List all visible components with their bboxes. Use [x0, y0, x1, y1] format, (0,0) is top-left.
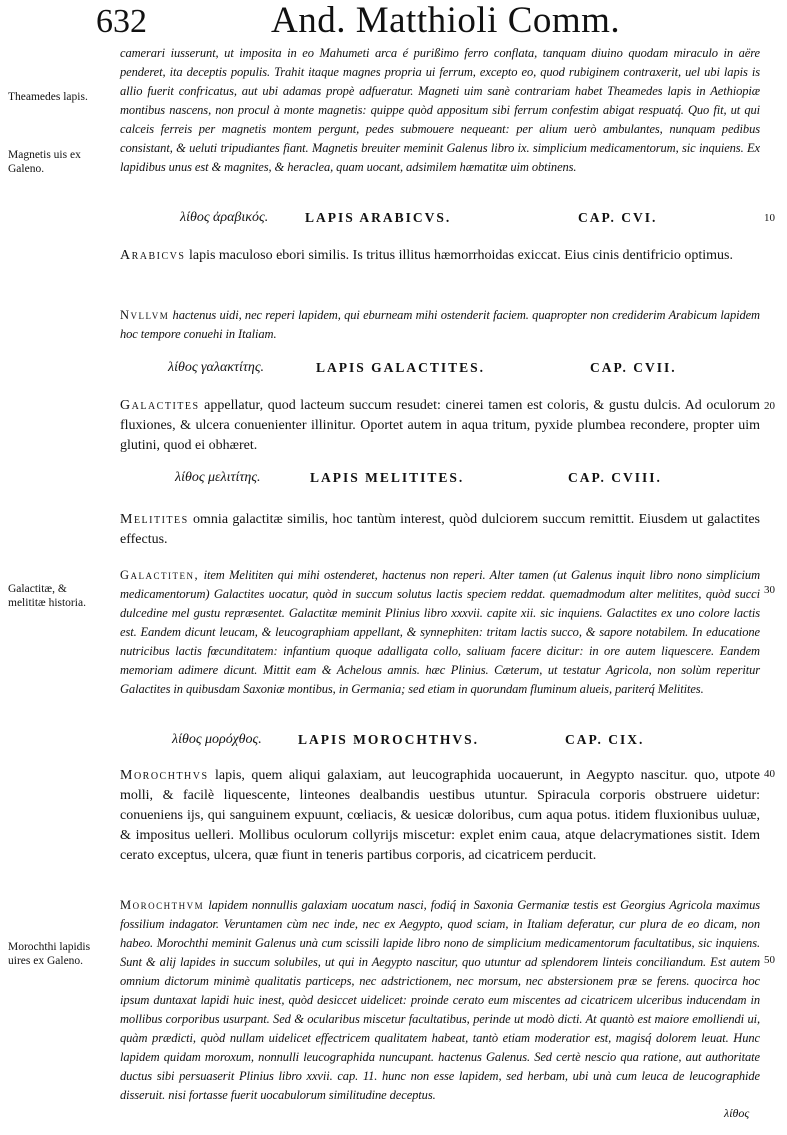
dioscorides-text — [120, 246, 760, 266]
text-body: appellatur, quod lacteum succum resudet: cinerei tamen est coloris, & gustu dulcis. Ad oculorum fluxiones, & ulcera conuenienter illinitur. Oportet autem in aqua tritum, pyxide plumbea recondere, propter uim glutini, quod ei obhæret. — [120, 398, 760, 453]
line-number-20: 20 — [764, 400, 775, 412]
chapter-number: CAP. CVIII. — [568, 470, 662, 485]
latin-title: LAPIS MELITITES. — [310, 470, 465, 485]
commentary-text — [120, 896, 760, 1105]
lead-word: Arabicvs — [120, 248, 186, 263]
line-number-50: 50 — [764, 954, 775, 966]
chapter-text-cix — [120, 766, 760, 866]
running-title: And. Matthioli Comm. — [271, 0, 621, 41]
chapter-number: CAP. CVII. — [590, 360, 677, 375]
chapter-text-cvi — [120, 246, 760, 266]
line-number-10: 10 — [764, 212, 775, 224]
text-body: lapis maculoso ebori similis. Is tritus illitus hæmorrhoidas exiccat. Eius cinis dentifricio optimus. — [188, 248, 733, 263]
chapter-heading-cvi — [120, 210, 740, 232]
commentary-body: lapidem nonnullis galaxiam uocatum nasci, fodiq́ in Saxonia Germaniæ testis est Georgius Agricola maximus fossilium indagator. Veruntamen cùm nec inde, nec ex Aegypto, quod sciam, in Italiam deferatur, cur plura de eo dicam, non habeo. Morochthi meminit Galenus unà cum scissili lapide libro nono de simplicium medicamentorum facultatibus, sic inquiens. Sunt & alij lapides in succum solubiles, ut qui in Aegypto nascitur, quo utuntur ad splendorem linteis conciliandum. Est autem omnium dictorum minimè qualitatis particeps, nec adstrictionem, nec morsum, nec abstersionem præ se ferens. quocirca hoc ipsum duntaxat lapidi huic inest, quòd desiccet uidelicet: proinde cerato eum miscentes ad cicatricem ulceribus inducendam in mollibus corporibus usurpant. Sed & ocularibus miscetur facultatibus, perinde ut modò dicti. At quantò est maiore emolliendi ui, quàm prædicti, quòd nullam uidelicet effectricem qualitatem habeat, tantò etiam moderatior est, magisq́ dolorem leuat. Hunc lapidem quidam moroxum, nonnulli leucographida nuncupant. hactenus Galenus. Sed certè nescio qua ratione, aut authoritate ductus sibi persuaserit Plinius libro xxvii. cap. 11. hunc non esse lapidem, sed herbam, ubi unà cum leuca de leucographide disseruit. nisi fortasse fuerit uocabulorum similitudine deceptus. — [120, 898, 760, 1102]
chapter-number: CAP. CVI. — [578, 210, 658, 225]
greek-title: λίθος ἀραβικός. — [180, 210, 269, 225]
line-number-30: 30 — [764, 584, 775, 596]
chapter-text-cvii — [120, 396, 760, 456]
text-body: omnia galactitæ similis, hoc tantùm interest, quòd dulciorem succum remittit. Eiusdem ut galactites effectus. — [120, 512, 761, 547]
page-header — [96, 0, 736, 41]
chapter-heading-cvii — [120, 360, 740, 382]
sidenote-theamedes: Theamedes lapis. — [8, 91, 88, 103]
commentary-text — [120, 306, 760, 344]
chapter-commentary-cviii — [120, 566, 760, 699]
intro-paragraph: camerari iusserunt, ut imposita in eo Mahumeti arca é purißimo ferro conflata, tanquam diuino quodam miraculo in aëre penderet, ita deceptis populis. Trahit itaque magnes propria ui ferrum, excepto eo, quod rubiginem contraxerit, uel ubi lapis is allio fuerit confricatus, aut ubi adamas propè adfueratur. Magneti uim sanè contrariam habet Theamedes lapis in Aethiopiæ montibus nascens, non procul à monte magnetis: quippe quòd appositum sibi ferrum confestim abigat respuatq́. Quo fit, ut qui calceis ferreis per magnetis montem pergunt, pedes submouere nequeant: per alium uerò ambulantes, nunquam pedibus consistant, & ueluti tripudiantes fiant. Magnetis breuiter meminit Galenus libro ix. simplicium medicamentorum, sic inquiens. Ex lapidibus unus est & magnites, & heraclea, quam uocant, adsimilem hæmatitæ uim obtinens. — [120, 46, 760, 174]
commentary-body: item Melititen qui mihi ostenderet, hactenus non reperi. Alter tamen (ut Galenus inquit libro nono simplicium medicamentorum) Galactites uocatur, quòd in succum solutus lactis speciem reddat. quemadmodum alter melitites, quòd succi dulcedine mel gustu repræsentet. Galactitæ meminit Plinius libro xxxvii. capite xii. sic inquiens. Galactites ex uno colore lactis est. Eandem dicunt leucam, & leucographiam appellant, & synnephiten: tritam lactis succo, & sapore notabilem. In educatione nutricibus lactis fœcunditatem: infantium quoque adalligata collo, saliuam facere dicitur: in ore autem liquescere. Eandem memoriam adimere dicunt. Mittit eam & Achelous amnis. hæc Plinius. Cæterum, ut testatur Agricola, non solùm reperitur Galactites in quibusdam Saxoniæ montibus, in Germania; sed etiam in quorundam fluminum alueis, pariterq́ Melitites. — [120, 568, 760, 696]
dioscorides-text — [120, 766, 760, 866]
latin-title: LAPIS MOROCHTHVS. — [298, 732, 480, 747]
lead-word: Galactiten, — [120, 568, 200, 582]
chapter-heading-cviii — [120, 470, 740, 492]
greek-title: λίθος γαλακτίτης. — [168, 360, 265, 375]
latin-title: LAPIS GALACTITES. — [316, 360, 486, 375]
dioscorides-text — [120, 510, 760, 550]
commentary-body: hactenus uidi, nec reperi lapidem, qui eburneam mihi ostenderit faciem. quapropter non crediderim Arabicum lapidem hoc tempore conuehi in Italiam. — [120, 308, 760, 341]
commentary-text — [120, 566, 760, 699]
lead-word: Nvllvm — [120, 308, 170, 322]
sidenote-morochthi: Morochthi lapidis uires ex Galeno. — [8, 941, 91, 967]
text-body: lapis, quem aliqui galaxiam, aut leucographida uocauerunt, in Aegypto nascitur. quo, utpote molli, & facilè liquescente, linteones dealbandis uestibus utuntur. Spiracula corporis obstruere uidetur: conueniens ijs, qui sanguinem expuunt, cœliacis, & uesicæ doloribus, cum aqua potus. itidem fluxionibus uuluæ, & impositus uelleri. Mollibus oculorum collyrijs miscetur: explet enim caua, atque delacrymationes sistit. Idem cerato exceptus, ulcera, quæ fiunt in teneris partibus corporis, ad cicatricem perducit. — [120, 768, 761, 863]
intro-block — [120, 44, 760, 177]
lead-word: Morochthvm — [120, 898, 205, 912]
greek-title: λίθος μελιτίτης. — [175, 470, 261, 485]
lead-word: Morochthvs — [120, 768, 209, 783]
catchword: λίθος — [724, 1106, 750, 1120]
dioscorides-text — [120, 396, 760, 456]
page-number: 632 — [96, 3, 147, 40]
greek-title: λίθος μορόχθος. — [172, 732, 262, 747]
chapter-number: CAP. CIX. — [565, 732, 645, 747]
lead-word: Melitites — [120, 512, 189, 527]
lead-word: Galactites — [120, 398, 200, 413]
chapter-text-cviii — [120, 510, 760, 550]
chapter-commentary-cvi — [120, 306, 760, 344]
sidenote-galactitae: Galactitæ, & melititæ historia. — [8, 583, 86, 609]
chapter-commentary-cix — [120, 896, 760, 1105]
line-number-40: 40 — [764, 768, 775, 780]
sidenote-magnetis: Magnetis uis ex Galeno. — [8, 149, 81, 175]
chapter-heading-cix — [120, 732, 740, 754]
latin-title: LAPIS ARABICVS. — [305, 210, 452, 225]
